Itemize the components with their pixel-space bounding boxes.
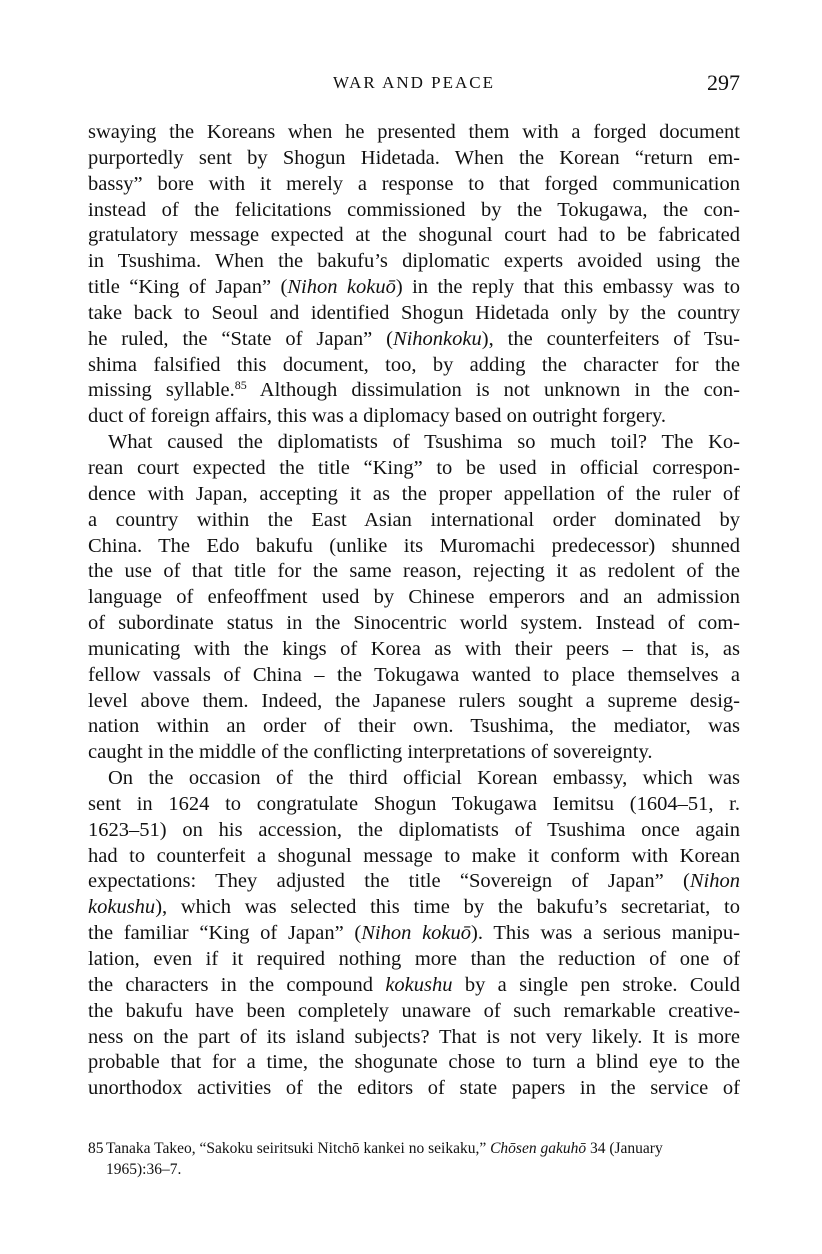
italic-term: Nihon — [689, 870, 740, 893]
text-line: lation, even if it required nothing more than the reduction of one of — [88, 948, 740, 970]
text-line: expectations: They adjusted the title “Sovereign of Japan” (Nihon — [88, 870, 740, 893]
text-line: had to counterfeit a shogunal message to make it conform with Korean — [88, 844, 740, 867]
text-line: title “King of Japan” (Nihon kokuō) in the reply that this embassy was to — [88, 276, 740, 299]
italic-term: Nihon kokuō — [287, 276, 396, 299]
italic-term: kokushu — [88, 896, 156, 919]
text-line: 1623–51) on his accession, the diplomatists of Tsushima once again — [88, 818, 740, 841]
page-number: 297 — [707, 70, 740, 95]
text-line: rean court expected the title “King” to be used in official correspon- — [88, 456, 740, 479]
text-line: probable that for a time, the shogunate chose to turn a blind eye to the — [88, 1051, 740, 1074]
text-line: purportedly sent by Shogun Hidetada. When the Korean “return em- — [88, 146, 740, 169]
text-line: in Tsushima. When the bakufu’s diplomatic experts avoided using the — [88, 250, 740, 273]
text-line: duct of foreign affairs, this was a diplomacy based on outright forgery. — [88, 405, 667, 428]
italic-term: Nihon kokuō — [361, 922, 472, 945]
text-line: kokushu), which was selected this time by the bakufu’s secretariat, to — [88, 896, 740, 919]
text-line: municating with the kings of Korea as with their peers – that is, as — [88, 637, 740, 660]
text-line: On the occasion of the third official Korean embassy, which was — [108, 767, 740, 790]
text-line: the characters in the compound kokushu by a single pen stroke. Could — [88, 973, 740, 996]
footnote-continuation: 1965):36–7. — [106, 1161, 182, 1178]
footnote: 85 Tanaka Takeo, “Sakoku seiritsuki Nitchō kankei no seikaku,” Chōsen gakuhō 34 (January — [88, 1140, 663, 1157]
text-line: the use of that title for the same reason, rejecting it as redolent of the — [88, 560, 740, 583]
text-line: sent in 1624 to congratulate Shogun Tokugawa Iemitsu (1604–51, r. — [88, 792, 740, 815]
text-line: the bakufu have been completely unaware of such remarkable creative- — [88, 999, 740, 1022]
text-line: What caused the diplomatists of Tsushima so much toil? The Ko- — [108, 431, 740, 454]
text-line: shima falsified this document, too, by adding the character for the — [88, 353, 740, 376]
italic-term: kokushu — [385, 973, 453, 996]
text-line: gratulatory message expected at the shogunal court had to be fabricated — [88, 224, 740, 247]
text-line: bassy” bore with it merely a response to that forged communication — [88, 172, 740, 195]
footnote-number: 85 — [88, 1140, 104, 1157]
footnotes — [88, 1138, 740, 1180]
text-line: fellow vassals of China – the Tokugawa wanted to place themselves a — [88, 663, 740, 686]
text-line: of subordinate status in the Sinocentric world system. Instead of com- — [88, 612, 740, 635]
italic-term: Nihonkoku — [392, 327, 482, 350]
text-line: swaying the Koreans when he presented them with a forged document — [88, 121, 740, 143]
text-line: missing syllable.$^{85}$ Although dissimulation is not unknown in the con- — [88, 378, 740, 402]
text-line: instead of the felicitations commissioned by the Tokugawa, the con- — [88, 198, 740, 221]
text-line: level above them. Indeed, the Japanese rulers sought a supreme desig- — [88, 689, 740, 712]
text-line: China. The Edo bakufu (unlike its Muromachi predecessor) shunned — [88, 534, 740, 557]
journal-title: Chōsen gakuhō — [490, 1140, 587, 1157]
text-line: take back to Seoul and identified Shogun Hidetada only by the country — [88, 301, 740, 324]
footnote-ref[interactable]: 85 — [234, 378, 247, 393]
text-line: nation within an order of their own. Tsushima, the mediator, was — [88, 715, 740, 738]
text-line: unorthodox activities of the editors of state papers in the service of — [88, 1077, 740, 1100]
text-line: he ruled, the “State of Japan” (Nihonkoku), the counterfeiters of Tsu- — [88, 327, 740, 350]
text-line: ness on the part of its island subjects? That is not very likely. It is more — [88, 1025, 740, 1048]
body-text — [88, 120, 740, 1102]
text-line: dence with Japan, accepting it as the proper appellation of the ruler of — [88, 482, 740, 505]
text-line: a country within the East Asian international order dominated by — [88, 508, 740, 531]
text-line: the familiar “King of Japan” (Nihon kokuō). This was a serious manipu- — [88, 922, 740, 945]
text-line: language of enfeoffment used by Chinese emperors and an admission — [88, 586, 740, 609]
running-title: WAR AND PEACE — [332, 73, 495, 92]
text-line: caught in the middle of the conflicting interpretations of sovereignty. — [88, 741, 653, 764]
running-head — [88, 70, 740, 98]
